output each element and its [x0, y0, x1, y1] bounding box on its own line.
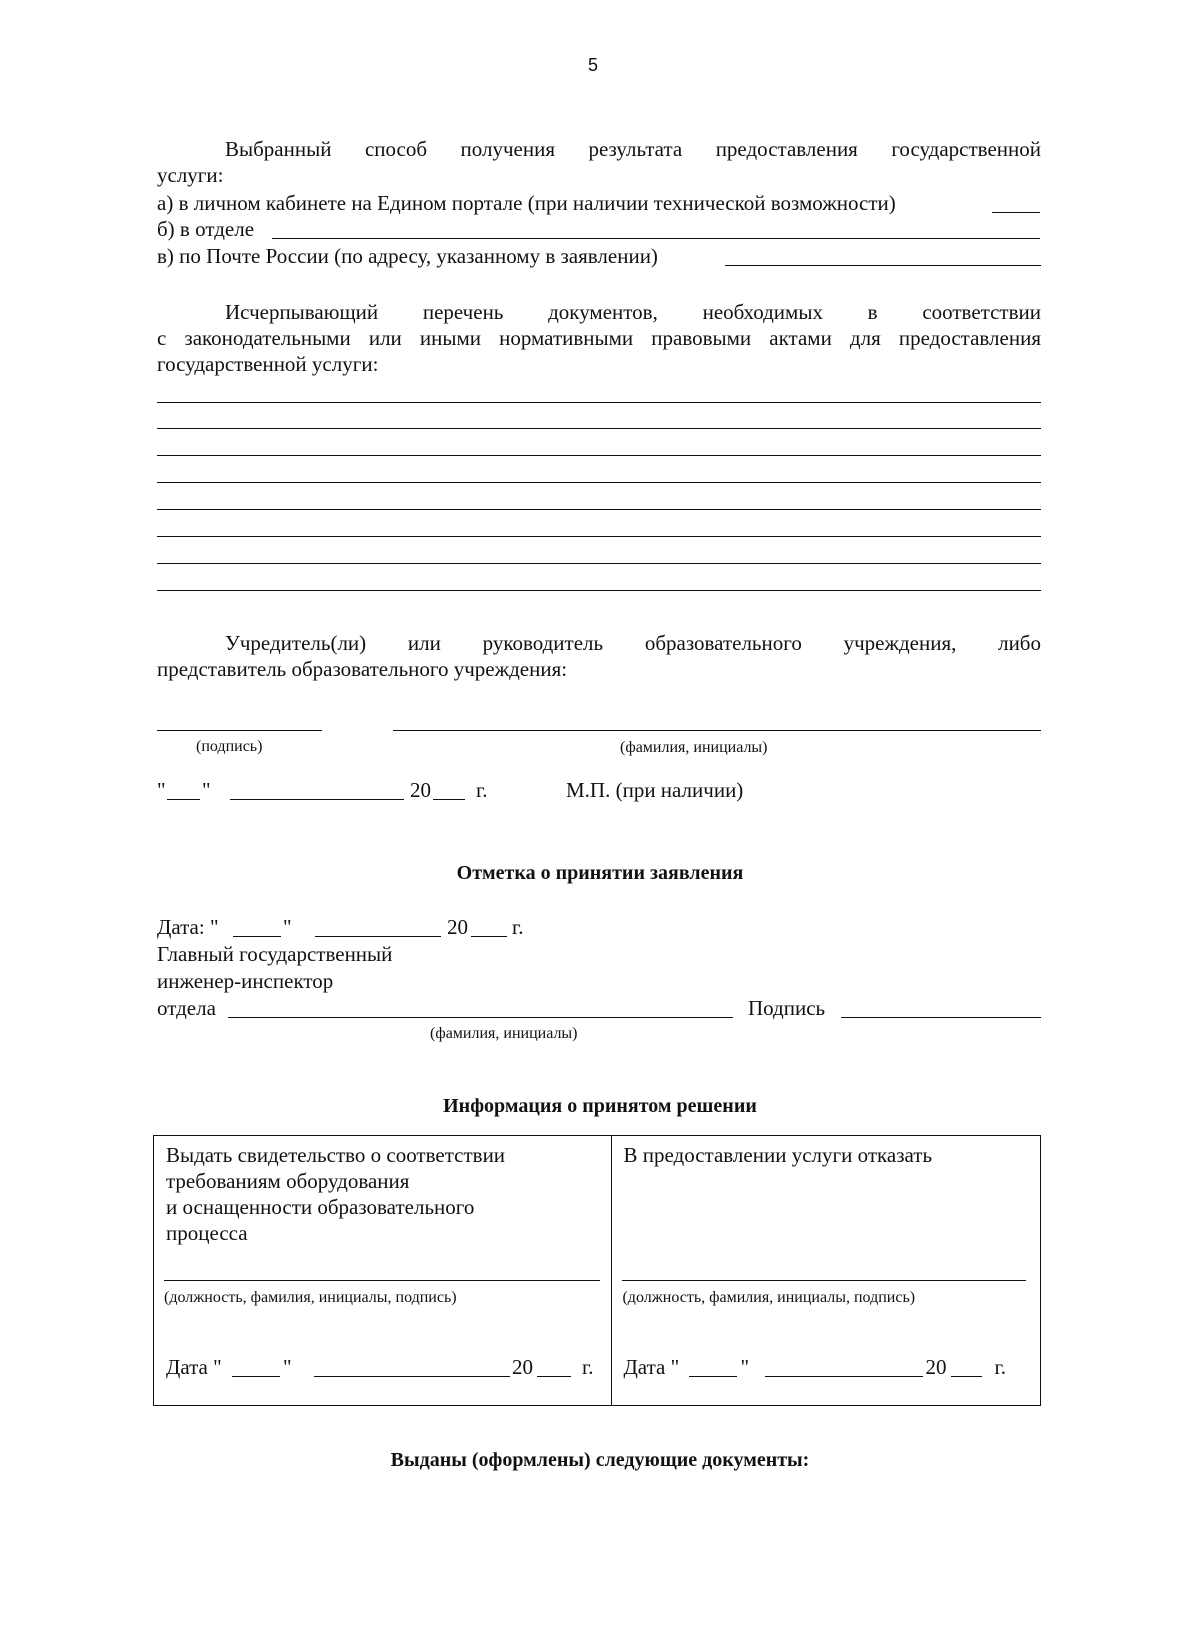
refuse-date-month-blank[interactable] [765, 1376, 923, 1377]
option-b-label: б) в отделе [157, 217, 255, 241]
refuse-text-line1: В предоставлении услуги отказать [623, 1143, 933, 1167]
option-c-label: в) по Почте России (по адресу, указанному в заявлении) [157, 244, 658, 268]
approve-date-month-blank[interactable] [314, 1376, 510, 1377]
approve-text-line3: и оснащенности образовательного [166, 1195, 475, 1219]
approve-caption: (должность, фамилия, инициалы, подпись) [164, 1289, 457, 1306]
decision-heading: Информация о принятом решении [443, 1095, 757, 1117]
acceptance-date-quote-close: " [283, 915, 292, 939]
founder-date-month-blank[interactable] [230, 799, 404, 800]
documents-intro-line3: государственной услуги: [157, 352, 379, 376]
documents-blank-line[interactable] [157, 428, 1041, 429]
decision-refuse-cell [612, 1136, 1041, 1406]
approve-text-line2: требованиям оборудования [166, 1169, 410, 1193]
acceptance-date-year: 20 [447, 915, 468, 939]
inspector-name-blank[interactable] [228, 1017, 733, 1018]
refuse-caption: (должность, фамилия, инициалы, подпись) [622, 1289, 916, 1306]
option-b-blank[interactable] [272, 238, 1040, 239]
refuse-date-quote-close: " [740, 1355, 750, 1379]
founder-date-year-suffix: г. [476, 778, 488, 802]
documents-blank-line[interactable] [157, 563, 1041, 564]
refuse-date-year: 20 [925, 1355, 947, 1379]
refuse-date-label: Дата " [623, 1355, 680, 1379]
result-method-intro-line2: услуги: [157, 163, 224, 187]
documents-blank-line[interactable] [157, 402, 1041, 403]
approve-date-year-suffix: г. [582, 1355, 594, 1379]
founder-signature-blank[interactable] [157, 730, 322, 731]
approve-date-day-blank[interactable] [232, 1376, 280, 1377]
inspector-position-line2: инженер-инспектор [157, 969, 334, 993]
inspector-name-caption: (фамилия, инициалы) [430, 1025, 578, 1042]
founder-date-quote-open: " [157, 778, 166, 802]
approve-text-line1: Выдать свидетельство о соответствии [166, 1143, 506, 1167]
approve-date-quote-close: " [283, 1355, 292, 1379]
founder-name-blank[interactable] [393, 730, 1041, 731]
acceptance-date-year-suffix: г. [512, 915, 524, 939]
signature-caption: (подпись) [196, 738, 263, 755]
documents-blank-line[interactable] [157, 455, 1041, 456]
founder-date-day-blank[interactable] [167, 799, 200, 800]
founder-date-year-blank[interactable] [433, 799, 465, 800]
name-caption: (фамилия, инициалы) [620, 739, 768, 756]
inspector-position-line1: Главный государственный [157, 942, 393, 966]
documents-blank-line[interactable] [157, 536, 1041, 537]
inspector-signature-label: Подпись [748, 996, 826, 1020]
approve-signature-blank[interactable] [164, 1280, 600, 1281]
issued-documents-heading: Выданы (оформлены) следующие документы: [390, 1449, 810, 1471]
documents-blank-line[interactable] [157, 509, 1041, 510]
refuse-date-day-blank[interactable] [689, 1376, 737, 1377]
option-c-blank[interactable] [725, 265, 1041, 266]
result-method-intro-line1: Выбранный способ получения результата предоставления государственной [225, 137, 1041, 161]
decision-approve-cell [154, 1136, 612, 1406]
founder-intro-line2: представитель образовательного учреждения: [157, 657, 568, 681]
acceptance-date-year-blank[interactable] [471, 936, 507, 937]
acceptance-date-month-blank[interactable] [315, 936, 441, 937]
approve-date-year-blank[interactable] [537, 1376, 571, 1377]
documents-intro-line2: с законодательными или иными нормативными правовыми актами для предоставления [157, 326, 1041, 350]
decision-table [153, 1135, 1041, 1406]
approve-date-label: Дата " [166, 1355, 222, 1379]
approve-text-line4: процесса [166, 1221, 248, 1245]
documents-blank-line[interactable] [157, 482, 1041, 483]
founder-date-quote-close: " [202, 778, 211, 802]
stamp-label: М.П. (при наличии) [566, 778, 744, 802]
acceptance-date-label: Дата: " [157, 915, 219, 939]
acceptance-heading: Отметка о принятии заявления [456, 862, 744, 884]
refuse-date-year-suffix: г. [994, 1355, 1006, 1379]
option-a-label: а) в личном кабинете на Едином портале (при наличии технической возможности) [157, 191, 896, 215]
founder-date-year: 20 [410, 778, 431, 802]
refuse-date-year-blank[interactable] [951, 1376, 982, 1377]
acceptance-date-day-blank[interactable] [233, 936, 281, 937]
option-a-blank[interactable] [992, 212, 1040, 213]
inspector-position-line3: отдела [157, 996, 216, 1020]
page-number: 5 [588, 55, 599, 75]
documents-blank-line[interactable] [157, 590, 1041, 591]
inspector-signature-blank[interactable] [841, 1017, 1041, 1018]
refuse-signature-blank[interactable] [622, 1280, 1026, 1281]
approve-date-year: 20 [512, 1355, 533, 1379]
documents-intro-line1: Исчерпывающий перечень документов, необходимых в соответствии [225, 300, 1041, 324]
founder-intro-line1: Учредитель(ли) или руководитель образовательного учреждения, либо [225, 631, 1041, 655]
